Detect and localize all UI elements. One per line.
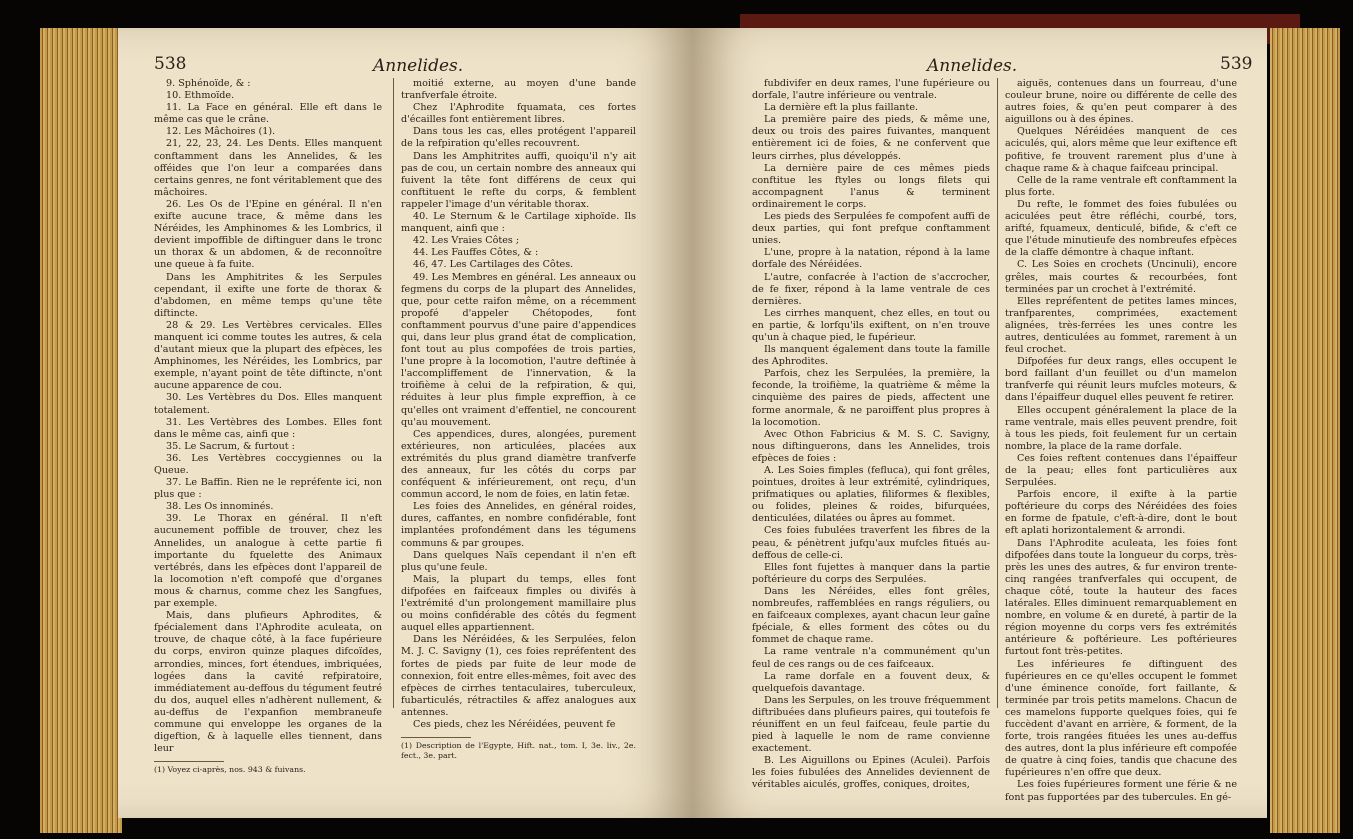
paragraph: La rame ventrale n'a communément qu'un feul de ces rangs ou de ces faifceaux. xyxy=(752,646,990,670)
paragraph: Du refte, le fommet des foies fubulées ou aciculées peut être réfléchi, courbé, tors, arifté, fquameux, denticulé, bifide, & c'eft ce que l'étude minutieufe des nombreufes efpèces de la claffe démontre à chaque inftant. xyxy=(1005,198,1237,259)
paragraph: Quelques Néréidées manquent de ces aciculés, qui, alors même que leur exiftence eft pofitive, fe trouvent rarement plus d'une à chaque rame & à chaque faifceau principal. xyxy=(1005,126,1237,174)
paragraph: 35. Le Sacrum, & furtout : xyxy=(166,440,295,452)
paragraph: Ils manquent également dans toute la famille des Aphrodites. xyxy=(752,344,990,368)
left-page xyxy=(118,28,693,818)
footnote: (1) Voyez ci-après, nos. 943 & fuivans. xyxy=(154,765,306,775)
paragraph: Celle de la rame ventrale eft conftamment la plus forte. xyxy=(1005,174,1237,198)
paragraph: 36. Les Vertèbres coccygiennes ou la Queue. xyxy=(154,452,382,476)
page-edges-right xyxy=(1270,28,1340,833)
paragraph: Les foies fupérieures forment une férie & ne font pas fupportées par des tubercules. En gé- xyxy=(1005,779,1237,803)
paragraph: 44. Les Fauffes Côtes, & : xyxy=(413,247,539,259)
paragraph: Difpofées fur deux rangs, elles occupent le bord faillant d'un feuillet ou d'un mamelon tranfverfe qui réunit leurs mufcles moteurs, & dans l'épaiffeur duquel elles peuvent fe retirer. xyxy=(1005,356,1237,404)
paragraph: 31. Les Vertèbres des Lombes. Elles font dans le même cas, ainfi que : xyxy=(154,416,382,440)
paragraph: 30. Les Vertèbres du Dos. Elles manquent totalement. xyxy=(154,392,382,416)
paragraph: Ces pieds, chez les Néréidées, peuvent fe xyxy=(413,718,616,730)
page-edges-left xyxy=(40,28,122,833)
left-column-1 xyxy=(154,78,382,775)
paragraph: fubdivifer en deux rames, l'une fupérieure ou dorfale, l'autre inférieure ou ventrale. xyxy=(752,78,990,102)
right-column-2 xyxy=(1005,78,1237,804)
paragraph: Elles font fujettes à manquer dans la partie poftérieure du corps des Serpulées. xyxy=(752,561,990,585)
paragraph: Elles repréfentent de petites lames minces, tranfparentes, comprimées, exactement alignées, très-ferrées les unes contre les autres, denticulées au fommet, rarement à un feul crochet. xyxy=(1005,295,1237,356)
paragraph: Dans les Amphitrites auffi, quoiqu'il n'y ait pas de cou, un certain nombre des anneaux qui fuivent la tête font différens de ceux qui conftituent le refte du corps, & femblent rappeler l'image d'un véritable thorax. xyxy=(401,150,636,210)
paragraph: La rame dorfale en a fouvent deux, & quelquefois davantage. xyxy=(752,670,990,694)
paragraph: Les inférieures fe diftinguent des fupérieures en ce qu'elles occupent le fommet d'une éminence conoïde, fort faillante, & terminée par trois petits mamelons. Chacun de ces mamelons fupporte quelques foies, qui fe fuccèdent d'avant en arrière, & forment, de la forte, trois rangées fituées les unes au-deffus des autres, dont la plus inférieure eft compofée de quatre à cinq foies, tandis que chacune des fupérieures n'en offre que deux. xyxy=(1005,658,1237,779)
paragraph: 12. Les Mâchoires (1). xyxy=(166,126,276,138)
paragraph: Mais, la plupart du temps, elles font difpofées en faifceaux fimples ou divifés à l'extrémité d'un prolongement mamillaire plus ou moins confidérable des côtés du fegment auquel elles appartiennent. xyxy=(401,573,636,634)
paragraph: 49. Les Membres en général. Les anneaux ou fegmens du corps de la plupart des Annelides, que, pour cette raifon même, on a récemment propofé d'appeler Chétopodes, font conftamment pourvus d'une paire d'appendices qui, dans leur plus grand état de complication, font tout au plus compofées de trois parties, l'une propre à la locomotion, l'autre deftinée à l'accompliffement de l'innervation, & la troifième à celui de la refpiration, & qui, réduites à leur plus fimple expreffion, à ce qu'elles ont vraiment d'effentiel, ne concourent qu'au mouvement. xyxy=(401,271,636,428)
column-divider xyxy=(393,78,394,708)
paragraph: 40. Le Sternum & le Cartilage xiphoïde. Ils manquent, ainfi que : xyxy=(401,211,636,235)
paragraph: 46, 47. Les Cartilages des Côtes. xyxy=(413,259,574,271)
paragraph: Ces appendices, dures, alongées, purement extérieures, non articulées, placées aux extrémités du plus grand diamètre tranfverfe des anneaux, fur les côtés du corps par conféquent & inférieurement, ont reçu, d'un commun accord, le nom de foies, en latin fetæ. xyxy=(401,428,636,501)
paragraph: Mais, dans plufieurs Aphrodites, & fpécialement dans l'Aphrodite aculeata, on trouve, de chaque côté, à la face fupérieure du corps, environ quinze plaques difcoïdes, arrondies, minces, fort étendues, imbriquées, logées dans la cavité refpiratoire, immédiatement au-deffous du tégument feutré du dos, auquel elles n'adhèrent nullement, & au-deffus de l'expanfion membraneufe commune qui enveloppe les organes de la digeftion, & à laquelle elles tiennent, dans leur xyxy=(154,610,382,755)
paragraph: Parfois encore, il exifte à la partie poftérieure du corps des Néréidées des foies en forme de fpatule, c'eft-à-dire, dont le bout eft aplati horizontalement & arrondi. xyxy=(1005,489,1237,537)
paragraph: 28 & 29. Les Vertèbres cervicales. Elles manquent ici comme toutes les autres, & cela d'autant mieux que la plupart des efpèces, les Amphinomes, les Néréides, les Lombrics, par exemple, n'ayant point de tête diftincte, n'ont aucune apparence de cou. xyxy=(154,319,382,392)
paragraph: Avec Othon Fabricius & M. S. C. Savigny, nous diftinguerons, dans les Annelides, trois efpèces de foies : xyxy=(752,428,990,464)
page-number-right: 539 xyxy=(1220,54,1253,74)
paragraph: 10. Ethmoïde. xyxy=(166,90,235,102)
paragraph: La dernière eft la plus faillante. xyxy=(764,102,919,114)
paragraph: 26. Les Os de l'Epine en général. Il n'en exifte aucune trace, & même dans les Néréides, les Amphinomes & les Lombrics, il devient impoffible de diftinguer dans le tronc un thorax & un abdomen, & de reconnoître une queue à fa fuite. xyxy=(154,198,382,271)
paragraph: L'une, propre à la natation, répond à la lame dorfale des Néréidées. xyxy=(752,247,990,271)
paragraph: Ces foies fubulées traverfent les fibres de la peau, & pénètrent jufqu'aux mufcles fitués au-deffous de celle-ci. xyxy=(752,525,990,561)
paragraph: Les foies des Annelides, en général roides, dures, caffantes, en nombre confidérable, font implantées profondément dans les tégumens communs & par groupes. xyxy=(401,501,636,549)
running-head-right: Annelides. xyxy=(927,56,1018,76)
paragraph: 39. Le Thorax en général. Il n'eft aucunement poffible de trouver, chez les Annelides, un analogue à cette partie fi importante du fquelette des Animaux vertébrés, dans les efpèces dont l'appareil de la locomotion n'eft compofé que d'organes mous & charnus, comme chez les Sangfues, par exemple. xyxy=(154,513,382,610)
paragraph: Les cirrhes manquent, chez elles, en tout ou en partie, & lorfqu'ils exiftent, on n'en trouve qu'un à chaque pied, le fupérieur. xyxy=(752,307,990,343)
paragraph: Les pieds des Serpulées fe compofent auffi de deux parties, qui font prefque conftamment unies. xyxy=(752,211,990,247)
page-number-left: 538 xyxy=(154,54,187,74)
paragraph: L'autre, confacrée à l'action de s'accrocher, de fe fixer, répond à la lame ventrale de ces dernières. xyxy=(752,271,990,307)
paragraph: B. Les Aiguillons ou Epines (Aculei). Parfois les foies fubulées des Annelides deviennent de véritables aiculés, groffes, coniques, droites, xyxy=(752,755,990,791)
open-book xyxy=(40,8,1340,833)
paragraph: 38. Les Os innominés. xyxy=(166,501,274,513)
paragraph: 11. La Face en général. Elle eft dans le même cas que le crâne. xyxy=(154,102,382,126)
paragraph: aiguës, contenues dans un fourreau, d'une couleur brune, noire ou différente de celle des autres foies, & qu'en peut comparer à des aiguillons ou à des épines. xyxy=(1005,78,1237,126)
paragraph: Dans tous les cas, elles protégent l'appareil de la refpiration qu'elles recouvrent. xyxy=(401,126,636,150)
paragraph: Dans quelques Naïs cependant il n'en eft plus qu'une feule. xyxy=(401,549,636,573)
paragraph: Dans les Néréidées, & les Serpulées, felon M. J. C. Savigny (1), ces foies repréfentent des fortes de pieds par fuite de leur mode de connexion, foit entre elles-mêmes, foit avec des efpèces de cirrhes tentaculaires, tuberculeux, fubarticulés, rétractiles & affez analogues aux antennes. xyxy=(401,634,636,718)
paragraph: moitié externe, au moyen d'une bande tranfverfale étroite. xyxy=(401,78,636,102)
right-column-1 xyxy=(752,78,990,792)
paragraph: 37. Le Baffin. Rien ne le repréfente ici, non plus que : xyxy=(154,477,382,501)
footnote: (1) Description de l'Egypte, Hift. nat., tom. I, 3e. liv., 2e. fect., 3e. part. xyxy=(401,741,636,761)
paragraph: Dans les Amphitrites & les Serpules cependant, il exifte une forte de thorax & d'abdomen, en même temps qu'une tête diftincte. xyxy=(154,271,382,319)
paragraph: Ces foies reftent contenues dans l'épaiffeur de la peau; elles font particulières aux Serpulées. xyxy=(1005,452,1237,489)
running-head-left: Annelides. xyxy=(373,56,464,76)
paragraph: C. Les Soies en crochets (Uncinuli), encore grêles, mais courtes & recourbées, font terminées par un crochet à l'extrémité. xyxy=(1005,259,1237,295)
paragraph: A. Les Soies fimples (fefluca), qui font grêles, pointues, droites à leur extrémité, cylindriques, prifmatiques ou aplaties, filiformes & flexibles, ou folides, pleines & roides, bifurquées, denticulées, dilatées ou âpres au fommet. xyxy=(752,465,990,525)
left-column-2 xyxy=(401,78,636,761)
paragraph: La première paire des pieds, & même une, deux ou trois des paires fuivantes, manquent entièrement ici de foies, & ne confervent que leurs cirrhes, plus développés. xyxy=(752,114,990,162)
paragraph: Chez l'Aphrodite fquamata, ces fortes d'écailles font entièrement libres. xyxy=(401,102,636,126)
paragraph: 21, 22, 23, 24. Les Dents. Elles manquent conftamment dans les Annelides, & les offéides que l'on leur a comparées dans certains genres, ne font véritablement que des mâchoires. xyxy=(154,138,382,198)
paragraph: Parfois, chez les Serpulées, la première, la feconde, la troifième, la quatrième & même la cinquième des paires de pieds, affectent une forme anormale, & ne paroiffent plus propres à la locomotion. xyxy=(752,368,990,428)
paragraph: 9. Sphénoïde, & : xyxy=(166,78,251,89)
paragraph: Elles occupent généralement la place de la rame ventrale, mais elles peuvent prendre, foit à tous les pieds, foit feulement fur un certain nombre, la place de la rame dorfale. xyxy=(1005,404,1237,452)
right-page xyxy=(692,28,1267,818)
paragraph: Dans les Néréides, elles font grêles, nombreufes, raffemblées en rangs réguliers, ou en faifceaux complexes, ayant chacun leur gaîne fpéciale, & elles forment des côtes ou du fommet de chaque rame. xyxy=(752,585,990,646)
paragraph: Dans l'Aphrodite aculeata, les foies font difpofées dans toute la longueur du corps, très-près les unes des autres, & fur environ trente-cinq rangées tranfverfales qui occupent, de chaque côté, toute la hauteur des faces latérales. Elles diminuent remarquablement en nombre, en volume & en dureté, à partir de la région moyenne du corps vers fes extrémités antérieure & poftérieure. Les poftérieures furtout font très-petites. xyxy=(1005,537,1237,658)
paragraph: Dans les Serpules, on les trouve fréquemment diftribuées dans plufieurs paires, qui toutefois fe réuniffent en un feul faifceau, feule partie du pied à laquelle le nom de rame convienne exactement. xyxy=(752,694,990,755)
paragraph: La dernière paire de ces mêmes pieds conftitue les ftyles ou longs filets qui accompagnent l'anus & terminent ordinairement le corps. xyxy=(752,162,990,210)
paragraph: 42. Les Vraies Côtes ; xyxy=(413,235,520,247)
column-divider xyxy=(997,78,998,708)
